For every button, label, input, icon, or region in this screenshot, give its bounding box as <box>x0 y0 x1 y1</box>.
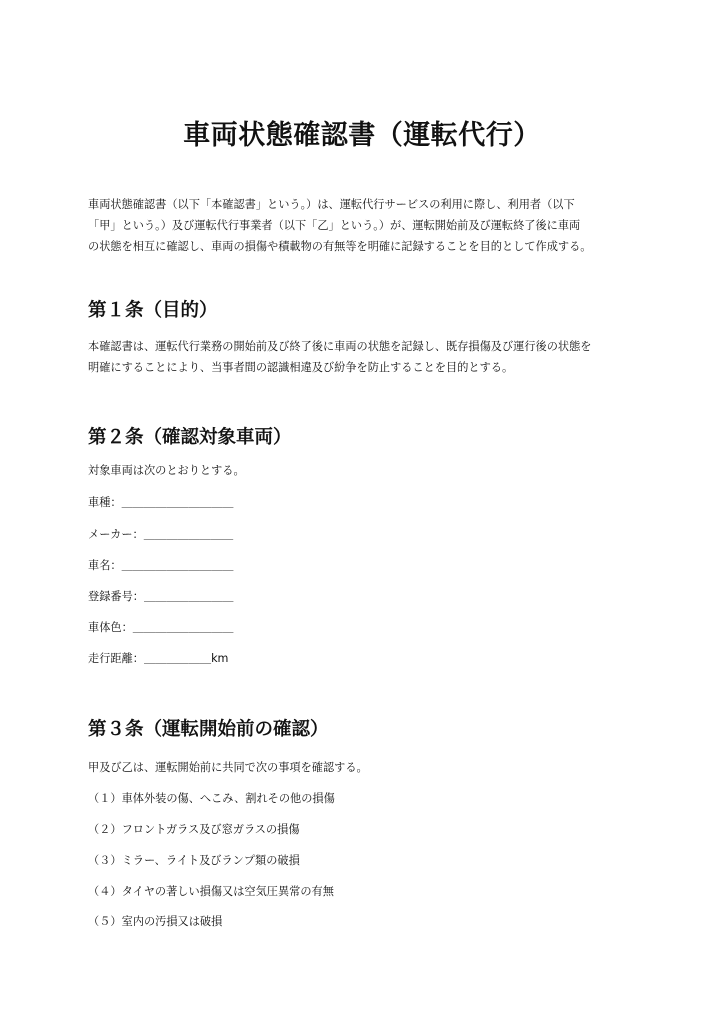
check-item: （３）ミラー、ライト及びランプ類の破損 <box>88 854 300 867</box>
article1-body <box>88 336 640 378</box>
article3-lead: 甲及び乙は、運転開始前に共同で次の事項を確認する。 <box>88 761 368 774</box>
article3-heading: 第３条（運転開始前の確認） <box>88 719 329 740</box>
check-item: （５）室内の汚損又は破損 <box>88 915 223 928</box>
article1-heading: 第１条（目的） <box>88 300 218 321</box>
field-car-name: 車名：＿＿＿＿＿＿＿＿＿＿ <box>88 559 234 572</box>
intro-line: 「甲」という。）及び運転代行事業者（以下「乙」という。）が、運転開始前及び運転終了後に車両 <box>88 219 581 232</box>
article1-body-line: 本確認書は、運転代行業務の開始前及び終了後に車両の状態を記録し、既存損傷及び運行後の状態を <box>88 340 592 353</box>
check-item: （２）フロントガラス及び窓ガラスの損傷 <box>88 823 300 836</box>
article2-lead: 対象車両は次のとおりとする。 <box>88 464 245 477</box>
field-body-color: 車体色：＿＿＿＿＿＿＿＿＿ <box>88 621 234 634</box>
check-item: （４）タイヤの著しい損傷又は空気圧異常の有無 <box>88 885 334 898</box>
intro-line: の状態を相互に確認し、車両の損傷や積載物の有無等を明確に記録することを目的として作成する。 <box>88 240 592 253</box>
article1-body-line: 明確にすることにより、当事者間の認識相違及び紛争を防止することを目的とする。 <box>88 361 514 374</box>
document-title: 車両状態確認書（運転代行） <box>183 120 541 151</box>
intro-line: 車両状態確認書（以下「本確認書」という。）は、運転代行サービスの利用に際し、利用者（以下 <box>88 198 575 211</box>
field-maker: メーカー：＿＿＿＿＿＿＿＿ <box>88 528 234 541</box>
field-registration-number: 登録番号：＿＿＿＿＿＿＿＿ <box>88 590 234 603</box>
check-item: （１）車体外装の傷、へこみ、割れその他の損傷 <box>88 792 335 805</box>
field-vehicle-type: 車種：＿＿＿＿＿＿＿＿＿＿ <box>88 496 234 509</box>
article2-heading: 第２条（確認対象車両） <box>88 427 292 448</box>
field-mileage: 走行距離：＿＿＿＿＿＿km <box>88 652 229 665</box>
intro-paragraph <box>88 194 640 257</box>
